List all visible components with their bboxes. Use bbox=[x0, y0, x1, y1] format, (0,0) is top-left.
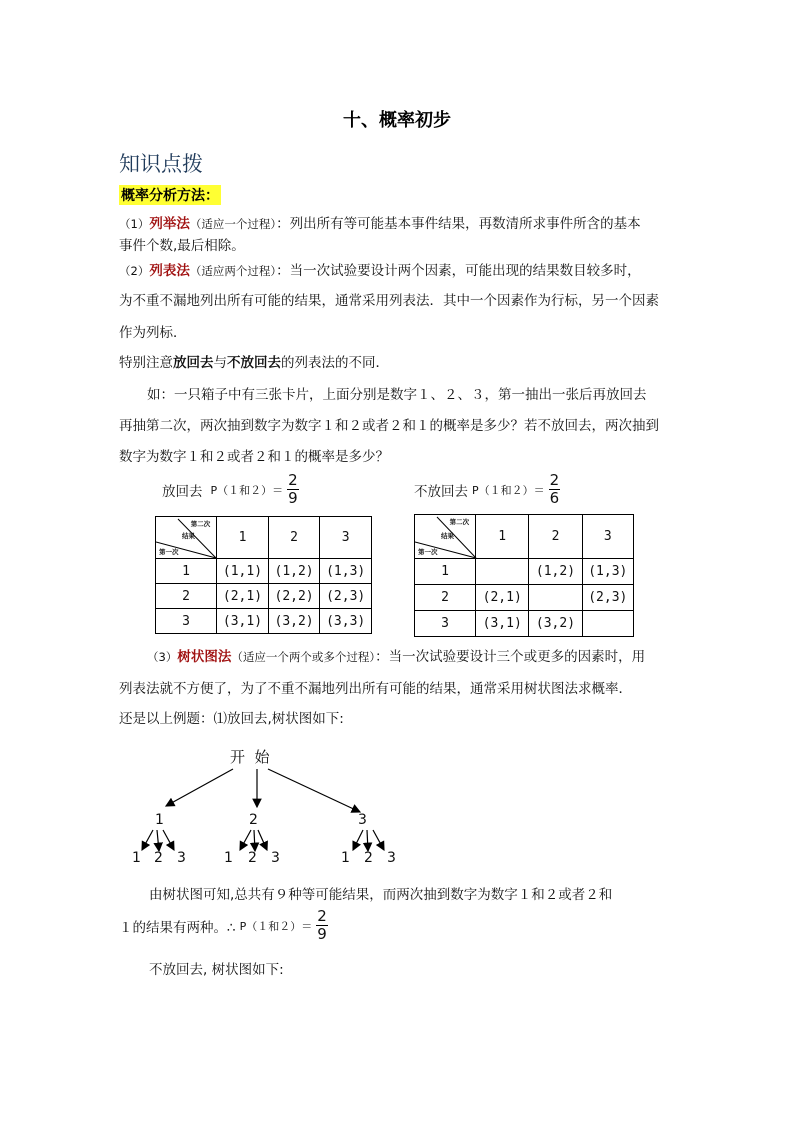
col-header: 2 bbox=[529, 515, 582, 559]
row-header: 2 bbox=[156, 584, 217, 609]
replace-table bbox=[155, 516, 372, 634]
table-cell: (3,2) bbox=[268, 609, 320, 634]
method1-line1: （1）列举法（适应一个过程）：列出所有等可能基本事件结果，再数清所求事件所含的基本 bbox=[119, 216, 641, 232]
fraction: $\frac{2}{9}$ bbox=[317, 907, 327, 943]
table-cell: (3,3) bbox=[320, 609, 372, 634]
table-row bbox=[156, 559, 372, 584]
method2-line2: 为不重不漏地列出所有可能的结果，通常采用列表法．其中一个因素作为行标，另一个因素 bbox=[119, 293, 659, 309]
table-cell: (2,3) bbox=[582, 585, 633, 611]
table-cell bbox=[476, 559, 529, 585]
tree-root: 开 始 bbox=[230, 748, 270, 766]
no-replace-table bbox=[414, 514, 634, 637]
table-cell bbox=[529, 585, 582, 611]
table-row bbox=[415, 611, 634, 637]
table-cell: (3,1) bbox=[476, 611, 529, 637]
tree-diagram bbox=[120, 740, 420, 870]
fraction: $\frac{2}{9}$ bbox=[288, 471, 298, 507]
method2-name: 列表法 bbox=[149, 263, 190, 279]
table-row bbox=[156, 584, 372, 609]
tree-leaf: 2 bbox=[248, 850, 257, 866]
tree-leaf: 2 bbox=[154, 850, 163, 866]
method3-line1: （3）树状图法（适应一个两个或多个过程）：当一次试验要设计三个或更多的因素时，用 bbox=[147, 649, 646, 665]
table-cell bbox=[582, 611, 633, 637]
tree-leaf: 3 bbox=[387, 850, 396, 866]
table-cell: (3,1) bbox=[217, 609, 269, 634]
table-row bbox=[156, 609, 372, 634]
table-cell: (1,3) bbox=[320, 559, 372, 584]
row-header: 1 bbox=[415, 559, 476, 585]
method2-line3: 作为列标． bbox=[119, 325, 187, 341]
note-line: 特别注意放回去与不放回去的列表法的不同． bbox=[119, 355, 389, 371]
table-cell: (2,3) bbox=[320, 584, 372, 609]
method3-line3: 还是以上例题：⑴放回去,树状图如下: bbox=[119, 711, 344, 727]
tree-leaf: 2 bbox=[364, 850, 373, 866]
replace-probability: 放回去 P（１和２）＝ $\frac{2}{9}$ bbox=[162, 471, 298, 507]
example-line1: 如：一只箱子中有三张卡片，上面分别是数字１、２、３，第一抽出一张后再放回去 bbox=[147, 387, 647, 403]
tree-leaf: 1 bbox=[132, 850, 141, 866]
conclusion-line3: 不放回去, 树状图如下: bbox=[149, 962, 284, 978]
table-cell: (1,3) bbox=[582, 559, 633, 585]
tree-leaf: 3 bbox=[177, 850, 186, 866]
row-header: 3 bbox=[156, 609, 217, 634]
method3-line2: 列表法就不方便了，为了不重不漏地列出所有可能的结果，通常采用树状图法求概率． bbox=[119, 681, 632, 697]
tree-leaf: 1 bbox=[224, 850, 233, 866]
conclusion-line1: 由树状图可知,总共有９种等可能结果，而两次抽到数字为数字１和２或者２和 bbox=[149, 887, 613, 903]
method2-line1: （2）列表法（适应两个过程）：当一次试验要设计两个因素，可能出现的结果数目较多时， bbox=[119, 263, 641, 279]
row-header: 2 bbox=[415, 585, 476, 611]
corner-header-cell: 第二次 结果 第一次 bbox=[156, 517, 217, 559]
method1-name: 列举法 bbox=[149, 216, 190, 232]
method3-name: 树状图法 bbox=[177, 649, 232, 665]
row-header: 1 bbox=[156, 559, 217, 584]
col-header: 3 bbox=[582, 515, 633, 559]
table-cell: (2,1) bbox=[217, 584, 269, 609]
no-replace-probability: 不放回去 P（１和２）＝ $\frac{2}{6}$ bbox=[414, 471, 560, 507]
tree-node: 3 bbox=[358, 812, 367, 828]
table-cell: (1,1) bbox=[217, 559, 269, 584]
page-title: 十、概率初步 bbox=[343, 110, 451, 131]
table-cell: (1,2) bbox=[529, 559, 582, 585]
col-header: 2 bbox=[268, 517, 320, 559]
table-cell: (1,2) bbox=[268, 559, 320, 584]
section-heading: 知识点拨 bbox=[119, 152, 203, 176]
tree-leaf: 3 bbox=[271, 850, 280, 866]
example-line2: 再抽第二次，两次抽到数字为数字１和２或者２和１的概率是多少？若不放回去，两次抽到 bbox=[119, 418, 659, 434]
table-cell: (2,2) bbox=[268, 584, 320, 609]
tree-node: 2 bbox=[249, 812, 258, 828]
tree-leaf: 1 bbox=[341, 850, 350, 866]
corner-header-cell: 第二次 结果 第一次 bbox=[415, 515, 476, 559]
method1-line2: 事件个数,最后相除。 bbox=[119, 238, 245, 254]
table-row bbox=[415, 559, 634, 585]
example-line3: 数字为数字１和２或者２和１的概率是多少？ bbox=[119, 449, 389, 465]
col-header: 1 bbox=[217, 517, 269, 559]
col-header: 1 bbox=[476, 515, 529, 559]
conclusion-line2: １的结果有两种。∴ P（１和２）＝ $\frac{2}{9}$ bbox=[119, 907, 327, 943]
fraction: $\frac{2}{6}$ bbox=[549, 471, 560, 507]
table-cell: (2,1) bbox=[476, 585, 529, 611]
row-header: 3 bbox=[415, 611, 476, 637]
tree-node: 1 bbox=[155, 812, 164, 828]
col-header: 3 bbox=[320, 517, 372, 559]
table-row bbox=[415, 585, 634, 611]
highlight-heading: 概率分析方法： bbox=[119, 185, 221, 205]
tree-arrows bbox=[120, 740, 420, 870]
table-cell: (3,2) bbox=[529, 611, 582, 637]
